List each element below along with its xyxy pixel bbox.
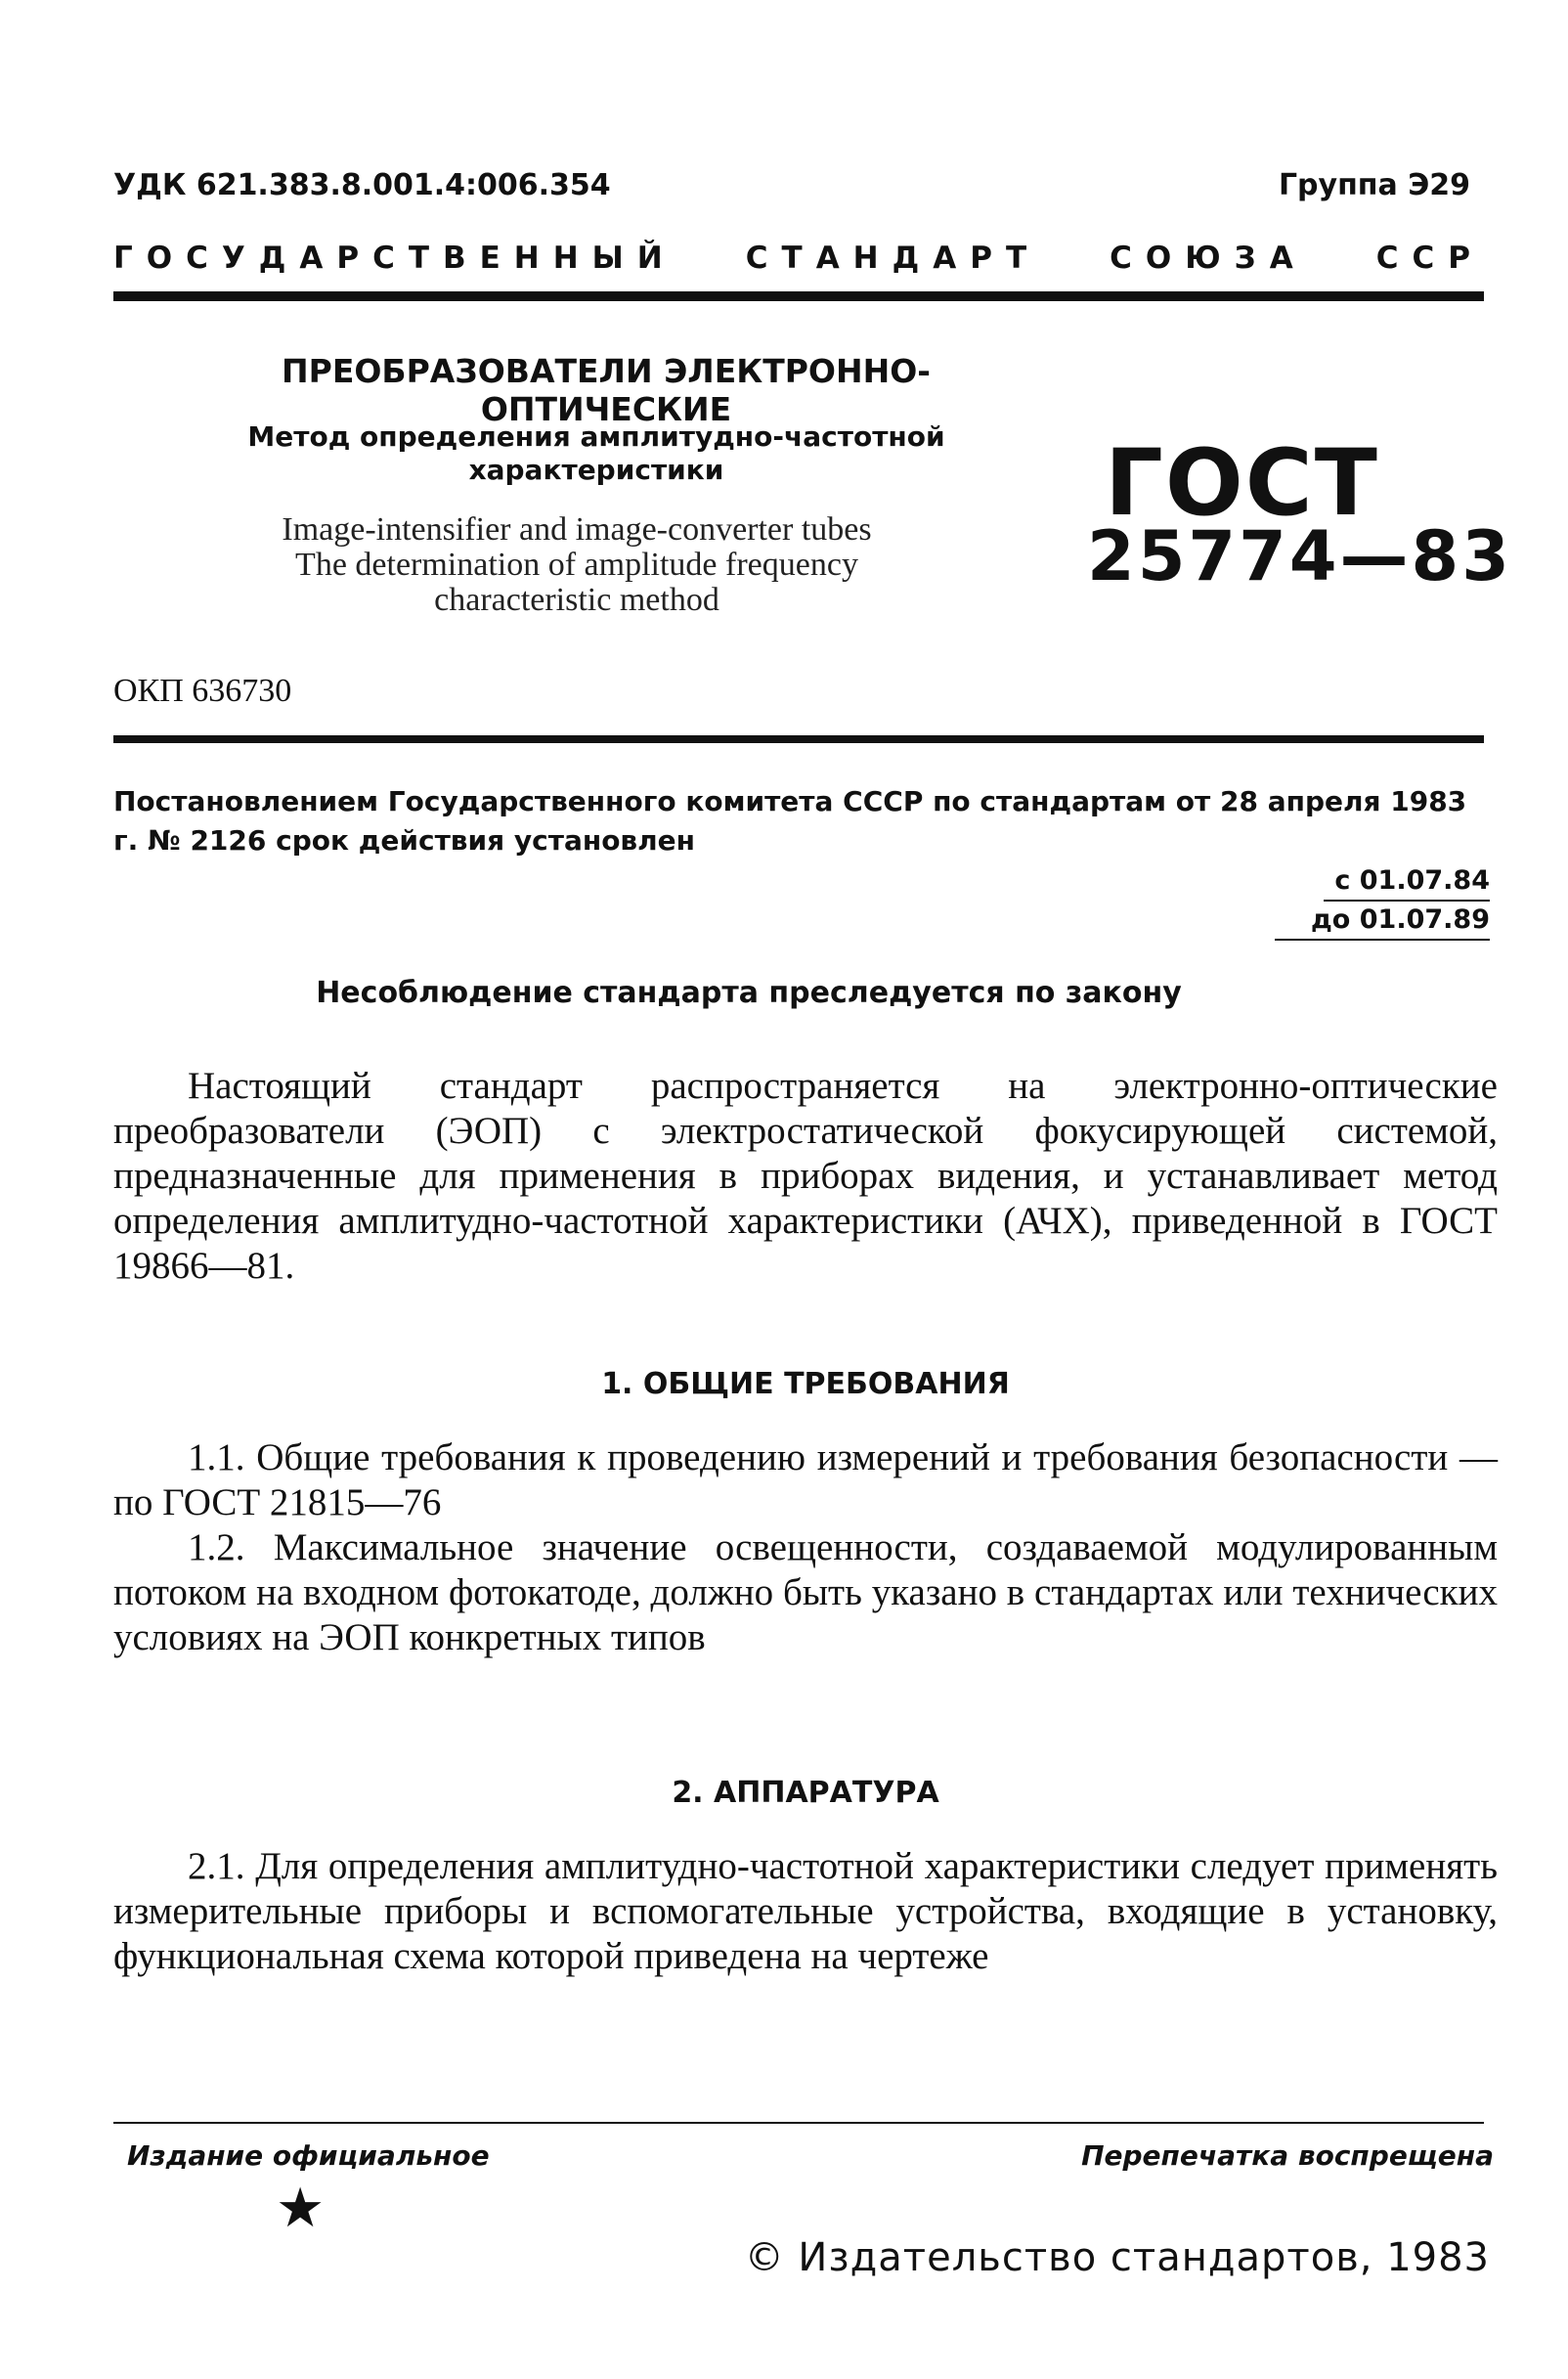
valid-to: до 01.07.89	[1275, 902, 1490, 941]
copyright-notice: © Издательство стандартов, 1983	[744, 2235, 1490, 2280]
section-2-title: 2. АППАРАТУРА	[672, 1776, 939, 1810]
legal-warning: Несоблюдение стандарта преследуется по закону	[316, 976, 1182, 1010]
clause-2-1: 2.1. Для определения амплитудно-частотной характеристики следует применять измерительные приборы и вспомогательные устройства, входящие в установку, функциональная схема которой приведена на чертеже	[113, 1845, 1498, 1977]
reprint-prohibited-note: Перепечатка воспрещена	[1081, 2139, 1494, 2172]
section-1-title: 1. ОБЩИЕ ТРЕБОВАНИЯ	[601, 1367, 1010, 1401]
subtitle-line-1: Метод определения амплитудно-частотной	[247, 420, 945, 453]
section-1-body	[113, 1435, 1498, 1660]
intro-paragraph	[113, 1064, 1498, 1289]
header-word-2: СТАНДАРТ	[745, 241, 1041, 276]
udk-code: УДК 621.383.8.001.4:006.354	[113, 168, 611, 202]
section-2-body	[113, 1844, 1498, 1979]
decree-text: Постановлением Государственного комитета СССР по стандартам от 28 апреля 1983 г. № 2126 срок действия установлен	[113, 785, 1467, 857]
subtitle-line-2: характеристики	[468, 454, 724, 486]
clause-1-1: 1.1. Общие требования к проведению измерений и требования безопасности — по ГОСТ 21815—76	[113, 1436, 1498, 1523]
intro-text: Настоящий стандарт распространяется на электронно-оптические преобразователи (ЭОП) с электростатической фокусирующей системой, предназначенные для применения в приборах видения, и устанавливает метод определения амплитудно-частотной характеристики (АЧХ), приведенной в ГОСТ 19866—81.	[113, 1065, 1498, 1287]
star-icon: ★	[276, 2177, 326, 2240]
english-line-2: The determination of amplitude frequency	[295, 547, 858, 583]
group-code: Группа Э29	[1278, 168, 1470, 202]
english-line-1: Image-intensifier and image-converter tubes	[282, 511, 872, 548]
okp-code: ОКП 636730	[113, 673, 292, 709]
gost-number: 25774—83	[1087, 516, 1512, 596]
english-title	[186, 512, 968, 618]
document-title: ПРЕОБРАЗОВАТЕЛИ ЭЛЕКТРОННО-ОПТИЧЕСКИЕ	[282, 352, 931, 428]
okp-divider	[113, 735, 1484, 743]
clause-1-2: 1.2. Максимальное значение освещенности, создаваемой модулированным потоком на входном фотокатоде, должно быть указано в стандартах или технических условиях на ЭОП конкретных типов	[113, 1526, 1498, 1658]
footer-divider	[113, 2122, 1484, 2124]
valid-from: с 01.07.84	[1324, 862, 1490, 902]
gost-label: ГОСТ	[1105, 430, 1379, 537]
official-edition-note: Издание официальное	[127, 2139, 490, 2172]
document-subtitle	[225, 420, 968, 487]
english-line-3: characteristic method	[434, 582, 719, 618]
standard-header	[113, 241, 1484, 276]
header-word-1: ГОСУДАРСТВЕННЫЙ	[113, 241, 676, 276]
header-word-4: ССР	[1375, 241, 1484, 276]
validity-period	[1275, 862, 1490, 941]
header-word-3: СОЮЗА	[1110, 241, 1307, 276]
header-divider	[113, 291, 1484, 301]
